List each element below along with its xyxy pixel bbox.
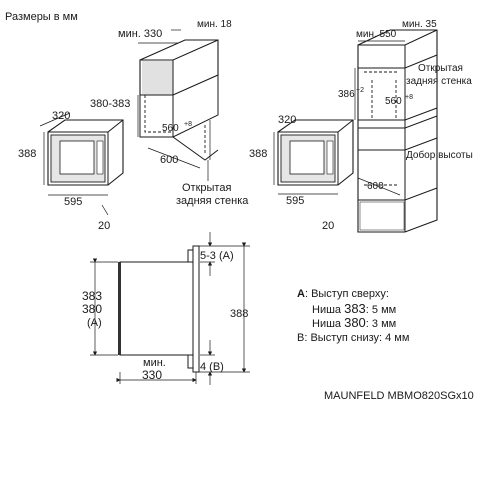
fill-height-label: Добор высоты [406, 150, 473, 161]
dim-388-left: 388 [18, 148, 37, 160]
dim-min35: мин. 35 [402, 19, 437, 30]
dim-line-20-left [102, 205, 108, 215]
page-title: Размеры в мм [5, 11, 78, 23]
dim-min18: мин. 18 [197, 19, 232, 30]
wall-cabinet-niche [140, 40, 218, 160]
microwave-front-left [48, 120, 123, 185]
tall-cabinet [358, 30, 437, 232]
dim-386: 386 [338, 89, 355, 100]
dim-386-sup: +2 [356, 87, 364, 94]
note-a-title-text: : Выступ сверху: [304, 288, 389, 300]
open-back-right-2: задняя стенка [406, 76, 472, 87]
open-back-right-1: Открытая [418, 63, 463, 74]
open-back-label-2: задняя стенка [176, 195, 249, 207]
note-a-line2: Ниша 380: 3 мм [312, 315, 397, 330]
dim-min-label: мин. [143, 357, 166, 369]
dim-560-right: 560 [385, 96, 402, 107]
dim-20-left: 20 [98, 220, 111, 232]
dim-560-sup: +8 [184, 121, 192, 128]
dim-388-right: 388 [249, 148, 268, 160]
note-b-title: B: Выступ снизу: 4 мм [297, 332, 410, 344]
dim-560-top: 560 [162, 123, 179, 134]
open-back-label-1: Открытая [182, 182, 232, 194]
dim-595-right: 595 [286, 195, 305, 207]
dim-min-330: 330 [142, 368, 163, 382]
dim-560-right-sup: +8 [405, 94, 413, 101]
dim-383: 383 [82, 289, 103, 303]
note-a-line1: Ниша 383: 5 мм [312, 301, 397, 316]
dim-320-left: 320 [52, 110, 71, 122]
dim-5-3-A: 5-3 (A) [200, 250, 234, 262]
dim-4-B: 4 (B) [200, 361, 224, 373]
note-a-title: A: Выступ сверху: [297, 288, 389, 300]
model-label: MAUNFELD MBMO820SGx10 [324, 390, 474, 402]
microwave-front-right [278, 120, 353, 185]
dim-388-section: 388 [230, 308, 249, 320]
dim-20-right: 20 [322, 220, 335, 232]
dim-320-right: 320 [278, 114, 297, 126]
dim-380: 380 [82, 302, 103, 316]
dim-595-left: 595 [64, 196, 83, 208]
dim-380-383: 380-383 [90, 98, 131, 110]
dim-600: 600 [160, 154, 179, 166]
dim-A-label: (A) [87, 317, 102, 329]
dim-min330: мин. 330 [118, 28, 163, 40]
dim-600-right: 600 [367, 181, 384, 192]
dim-min550: мин. 550 [356, 29, 397, 40]
